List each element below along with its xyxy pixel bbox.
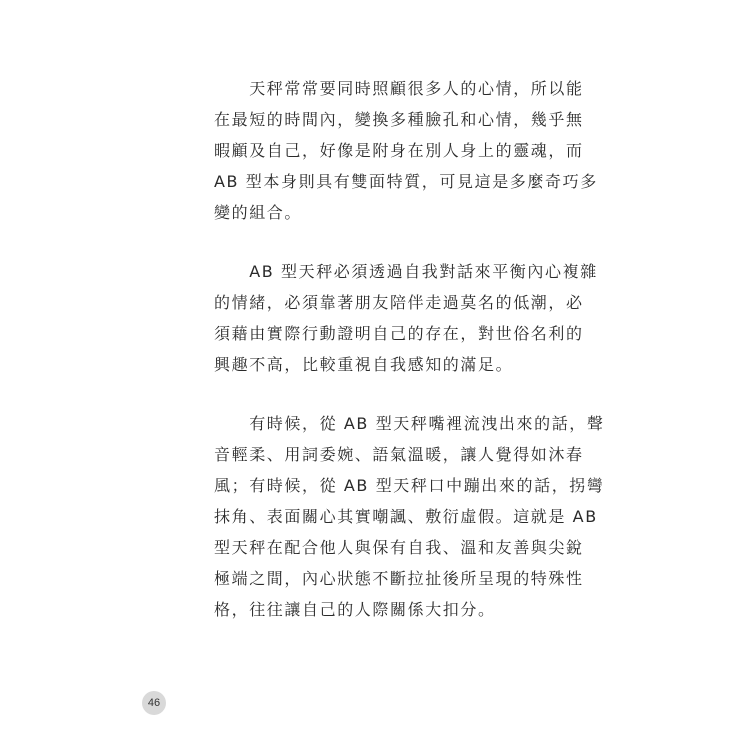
text-line: 格，往往讓自己的人際關係大扣分。 bbox=[214, 600, 496, 619]
text-line: 在最短的時間內，變換多種臉孔和心情，幾乎無 bbox=[214, 110, 584, 129]
paragraph-1 bbox=[214, 73, 598, 228]
paragraph-3 bbox=[214, 408, 605, 625]
text-line: 有時候，從 AB 型天秤嘴裡流洩出來的話，聲 bbox=[214, 414, 605, 433]
text-line: AB 型本身則具有雙面特質，可見這是多麼奇巧多 bbox=[214, 172, 598, 191]
text-line: 的情緒，必須靠著朋友陪伴走過莫名的低潮，必 bbox=[214, 293, 584, 312]
body-text bbox=[214, 73, 605, 625]
text-line: 極端之間，內心狀態不斷拉扯後所呈現的特殊性 bbox=[214, 569, 584, 588]
page-number-badge: 46 bbox=[142, 691, 166, 715]
text-line: 抹角、表面關心其實嘲諷、敷衍虛假。這就是 AB bbox=[214, 507, 598, 526]
paragraph-spacer bbox=[214, 380, 574, 408]
text-line: 須藉由實際行動證明自己的存在，對世俗名利的 bbox=[214, 324, 584, 343]
text-line: AB 型天秤必須透過自我對話來平衡內心複雜 bbox=[214, 262, 598, 281]
text-line: 音輕柔、用詞委婉、語氣溫暖，讓人覺得如沐春 bbox=[214, 445, 584, 464]
text-line: 變的組合。 bbox=[214, 203, 303, 222]
text-line: 風；有時候，從 AB 型天秤口中蹦出來的話，拐彎 bbox=[214, 476, 605, 495]
text-line: 興趣不高，比較重視自我感知的滿足。 bbox=[214, 355, 514, 374]
paragraph-spacer bbox=[214, 228, 574, 256]
text-line: 暇顧及自己，好像是附身在別人身上的靈魂，而 bbox=[214, 141, 584, 160]
paragraph-2 bbox=[214, 256, 598, 380]
text-line: 天秤常常要同時照顧很多人的心情，所以能 bbox=[214, 79, 584, 98]
text-line: 型天秤在配合他人與保有自我、溫和友善與尖銳 bbox=[214, 538, 584, 557]
